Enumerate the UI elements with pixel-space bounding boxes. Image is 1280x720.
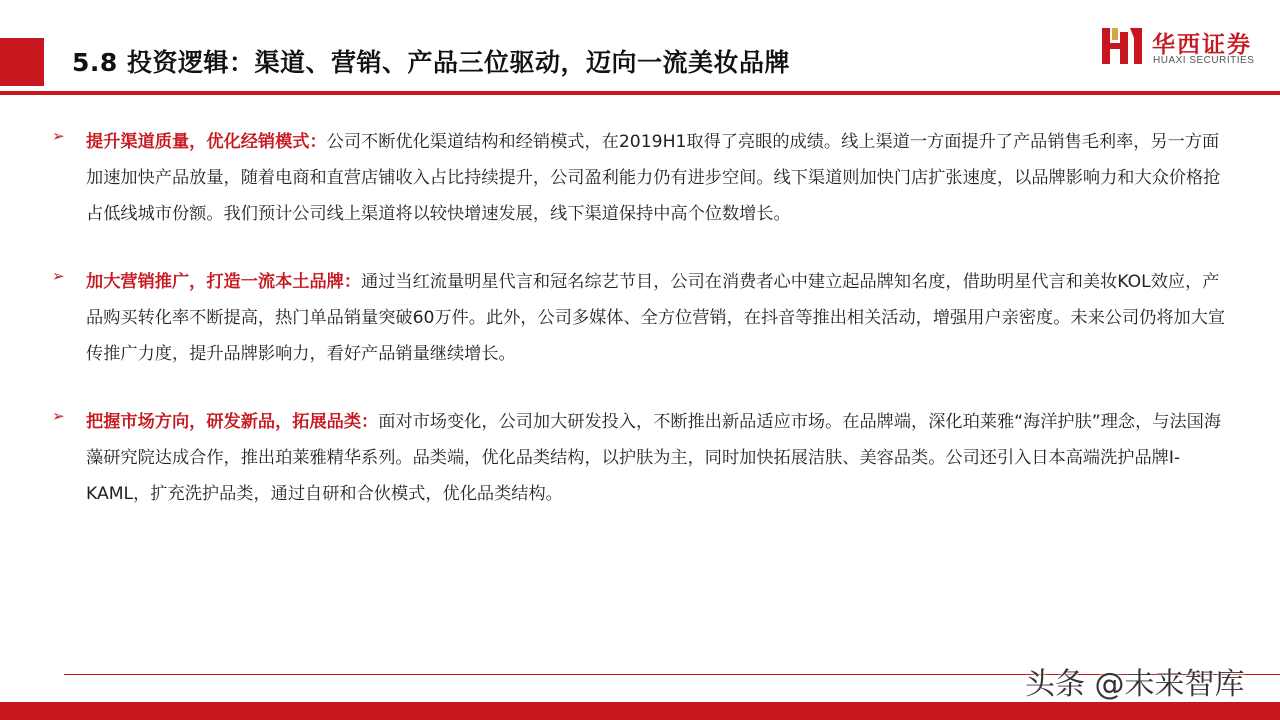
title-accent-block (0, 38, 44, 86)
logo-english-name: HUAXI SECURITIES (1153, 55, 1255, 66)
bullet-text: 公司不断优化渠道结构和经销模式，在2019H1取得了亮眼的成绩。线上渠道一方面提升了产品销售毛利率，另一方面加速加快产品放量，随着电商和直营店铺收入占比持续提升，公司盈利能力仍有进步空间。线下渠道则加快门店扩张速度，以品牌影响力和大众价格抢占低线城市份额。我们预计公司线上渠道将以较快增速发展，线下渠道保持中高个位数增长。 (86, 132, 1221, 224)
bullet-product (52, 404, 1232, 512)
huaxi-logo-icon (1100, 24, 1144, 68)
arrow-bullet-icon: ➢ (52, 267, 65, 285)
bullet-channel (52, 124, 1232, 232)
title-divider (0, 91, 1280, 95)
footer-bar (0, 702, 1280, 720)
content-body (52, 124, 1232, 544)
watermark-text: 头条 @未来智库 (1025, 667, 1245, 702)
logo-chinese-name: 华西证券 (1152, 31, 1252, 58)
bullet-heading: 加大营销推广，打造一流本土品牌： (86, 272, 362, 292)
bullet-heading: 提升渠道质量，优化经销模式： (86, 132, 327, 152)
bullet-heading: 把握市场方向，研发新品，拓展品类： (86, 412, 379, 432)
bullet-text: 通过当红流量明星代言和冠名综艺节目，公司在消费者心中建立起品牌知名度，借助明星代言和美妆KOL效应，产品购买转化率不断提高，热门单品销量突破60万件。此外，公司多媒体、全方位营销，在抖音等推出相关活动，增强用户亲密度。未来公司仍将加大宣传推广力度，提升品牌影响力，看好产品销量继续增长。 (86, 272, 1226, 364)
arrow-bullet-icon: ➢ (52, 407, 65, 425)
company-logo (1100, 24, 1270, 72)
bullet-marketing (52, 264, 1232, 372)
bullet-paragraph (86, 264, 1232, 372)
bullet-paragraph (86, 124, 1232, 232)
page-title: 5.8 投资逻辑：渠道、营销、产品三位驱动，迈向一流美妆品牌 (72, 48, 790, 77)
arrow-bullet-icon: ➢ (52, 127, 65, 145)
bullet-text: 面对市场变化，公司加大研发投入，不断推出新品适应市场。在品牌端，深化珀莱雅“海洋护肤”理念，与法国海藻研究院达成合作，推出珀莱雅精华系列。品类端，优化品类结构，以护肤为主，同时加快拓展洁肤、美容品类。公司还引入日本高端洗护品牌I-KAML，扩充洗护品类，通过自研和合伙模式，优化品类结构。 (86, 412, 1222, 504)
bullet-paragraph (86, 404, 1232, 512)
